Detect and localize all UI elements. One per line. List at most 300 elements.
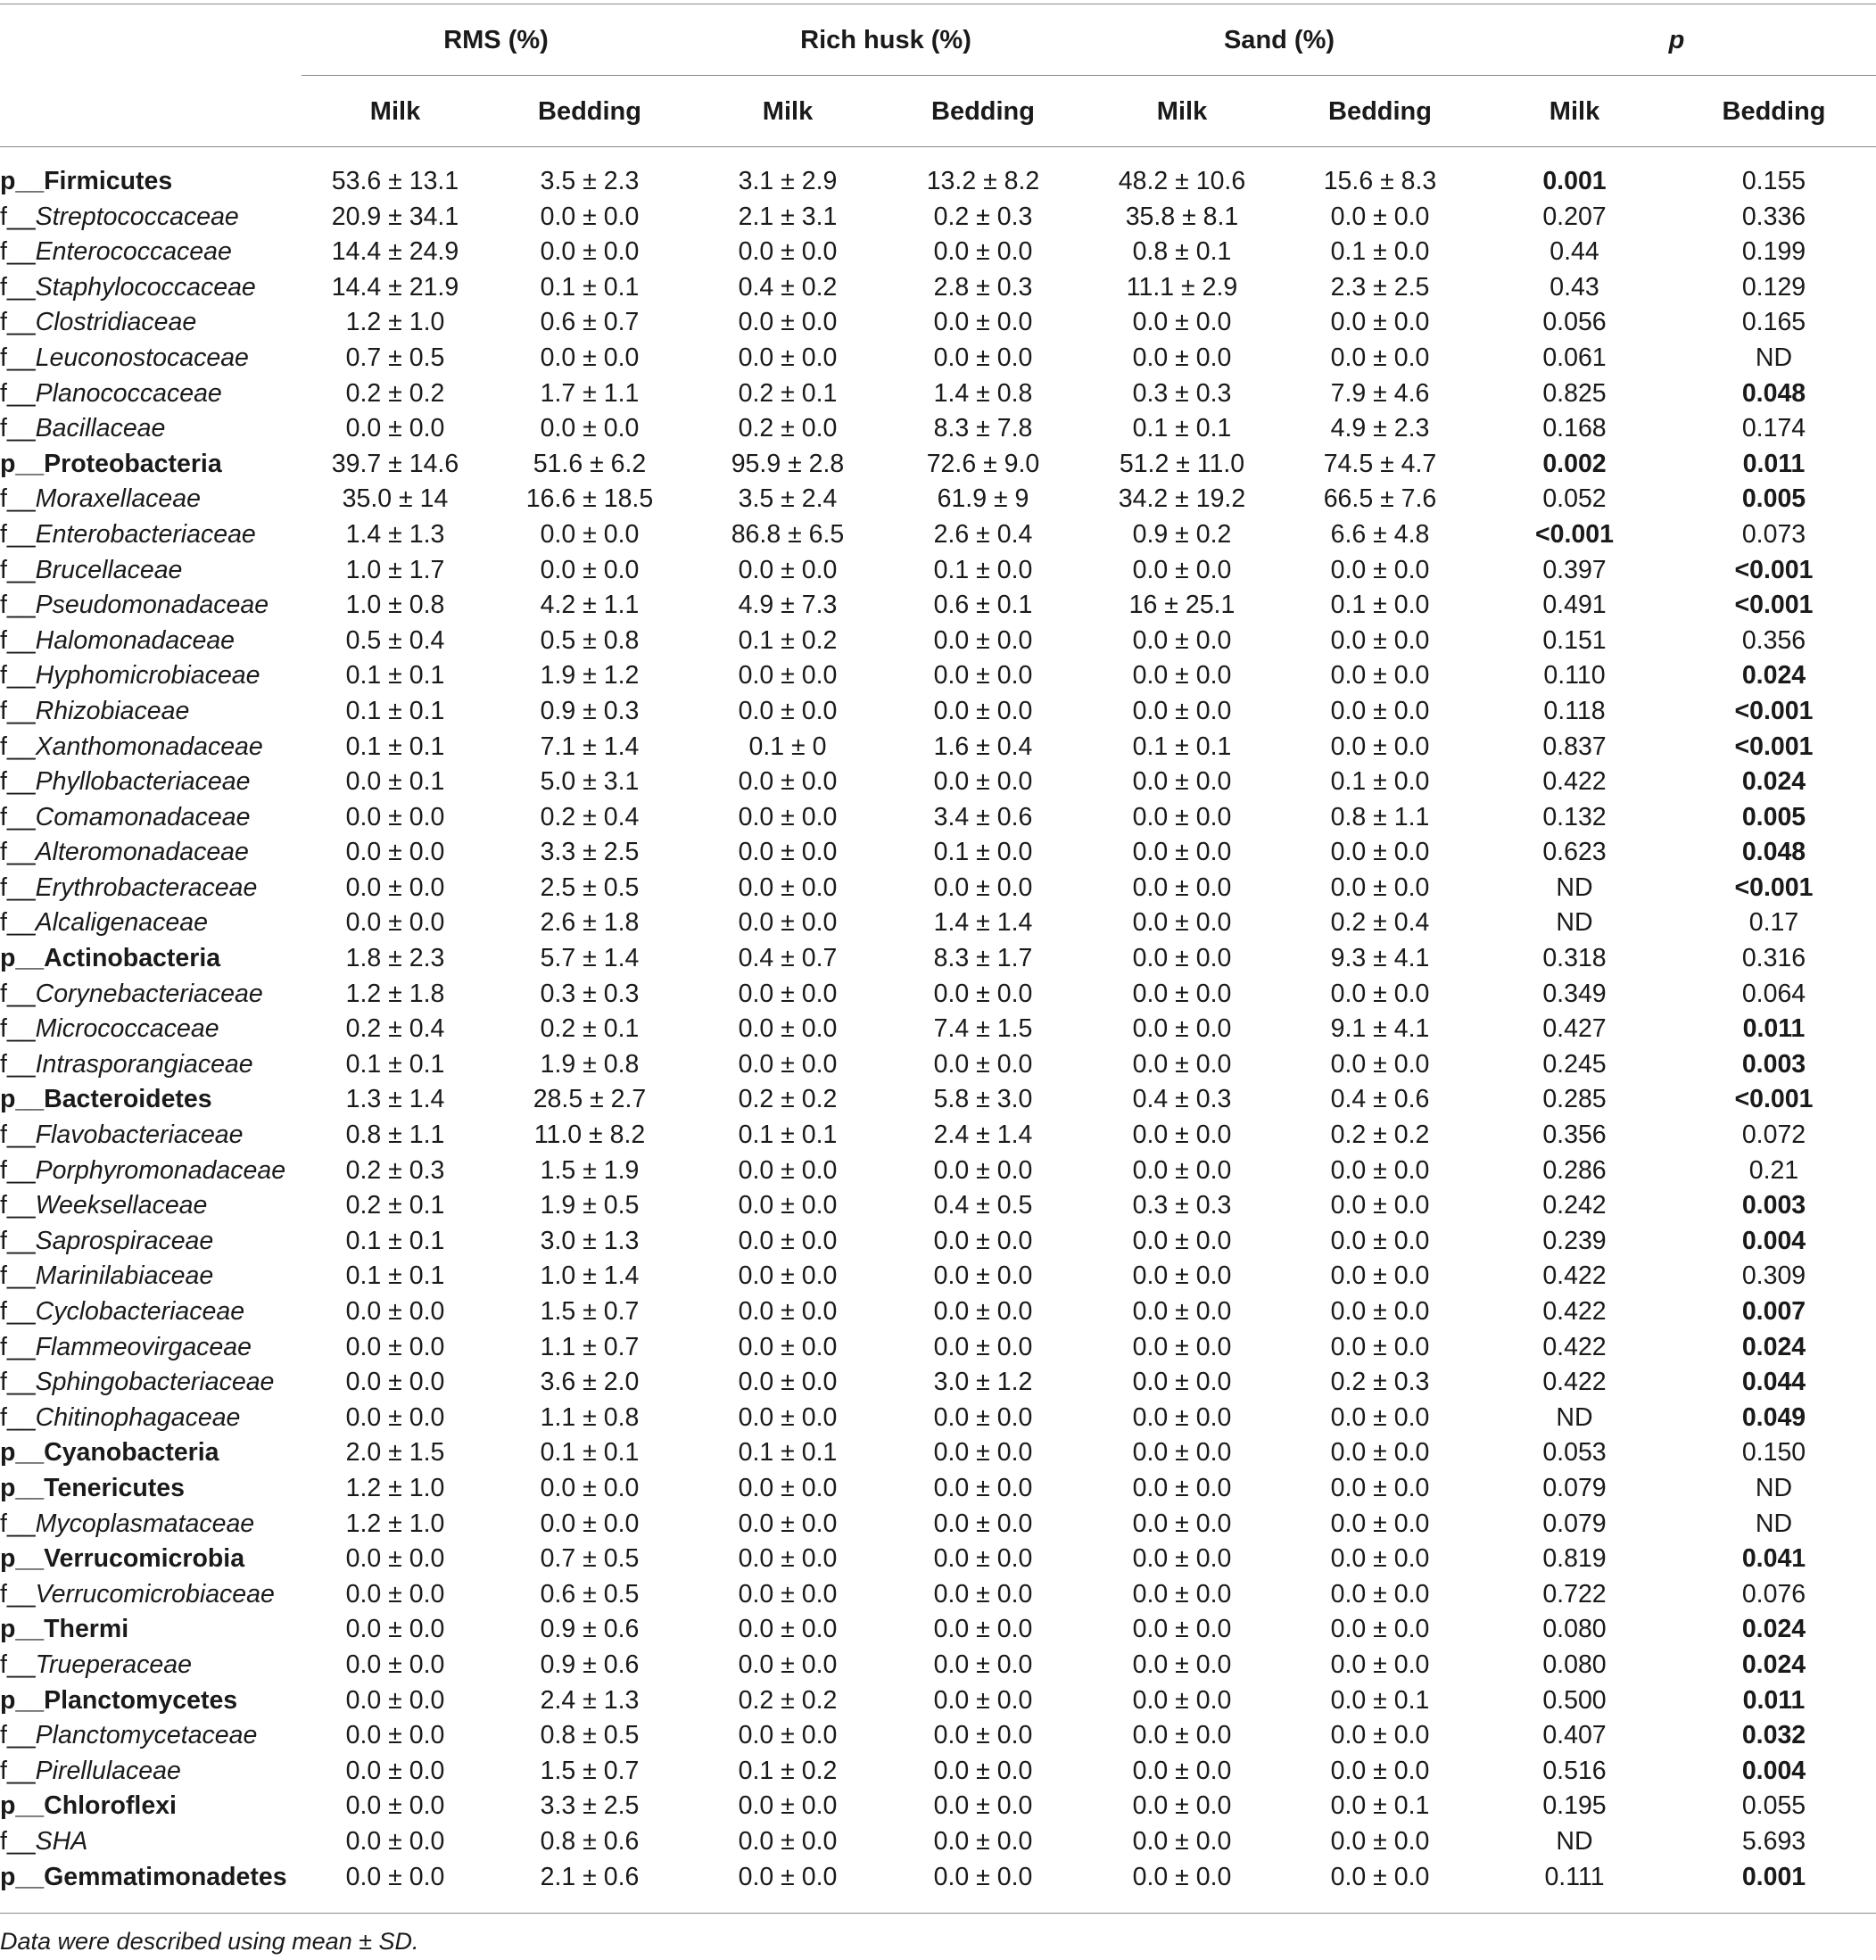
taxon-level: p	[0, 1791, 16, 1821]
value-cell: 9.1 ± 4.1	[1330, 1014, 1430, 1044]
taxon-level: f	[0, 979, 7, 1008]
value-cell: 0.0 ± 0.0	[738, 1226, 838, 1255]
value-cell: 0.0 ± 0.0	[1330, 1579, 1430, 1609]
value-cell: 0.0 ± 0.0	[933, 625, 1033, 655]
taxon-name: Pseudomonadaceae	[35, 591, 269, 620]
taxon-separator: __	[6, 555, 36, 584]
value-cell: 0.199	[1741, 237, 1806, 267]
value-cell: 0.8 ± 1.1	[345, 1121, 445, 1150]
value-cell: 0.024	[1741, 1650, 1806, 1679]
value-cell: 0.0 ± 0.0	[1330, 661, 1430, 691]
taxon-cell	[0, 1118, 302, 1154]
subheader-rich-husk-bedding: Bedding	[931, 97, 1035, 126]
value-cell: 4.9 ± 7.3	[738, 591, 838, 620]
taxon-level: p	[0, 1438, 16, 1468]
table-row-family	[0, 1718, 1876, 1754]
taxon-level: f	[0, 202, 7, 231]
value-cell: 0.422	[1542, 1261, 1607, 1291]
value-cell: 11.1 ± 2.9	[1126, 272, 1238, 302]
taxon-separator: __	[6, 414, 36, 443]
value-cell: 0.837	[1542, 732, 1607, 761]
table-row-family	[0, 376, 1876, 412]
value-cell: 0.722	[1542, 1579, 1607, 1609]
subheader-rms-bedding: Bedding	[538, 97, 641, 126]
value-cell: 0.1 ± 0.1	[345, 696, 445, 725]
value-cell: 0.0 ± 0.1	[1330, 1685, 1430, 1715]
taxon-cell	[0, 1860, 302, 1896]
taxon-cell	[0, 1648, 302, 1683]
taxon-level: f	[0, 802, 7, 831]
subheader-rich-husk-milk: Milk	[762, 97, 814, 126]
value-cell: 0.049	[1741, 1402, 1806, 1432]
value-cell: 0.0 ± 0.0	[933, 661, 1033, 691]
table-row-family	[0, 270, 1876, 306]
subheader-sand-bedding: Bedding	[1328, 97, 1432, 126]
value-cell: 0.8 ± 0.1	[1132, 237, 1232, 267]
taxon-level: f	[0, 1721, 7, 1750]
taxon-separator: __	[6, 1509, 36, 1538]
value-cell: 0.3 ± 0.3	[1132, 378, 1232, 408]
value-cell: 0.0 ± 0.0	[345, 1402, 445, 1432]
value-cell: 0.0 ± 0.0	[738, 1826, 838, 1856]
table-row-family	[0, 871, 1876, 906]
subheader-rms-milk: Milk	[369, 97, 421, 126]
taxon-level: f	[0, 1014, 7, 1044]
taxon-cell	[0, 1577, 302, 1613]
table-row-family	[0, 1118, 1876, 1154]
value-cell: 72.6 ± 9.0	[926, 449, 1040, 478]
taxon-cell	[0, 1754, 302, 1790]
value-cell: 0.7 ± 0.5	[540, 1544, 640, 1574]
taxon-cell	[0, 1683, 302, 1719]
taxon-separator: __	[15, 1438, 45, 1468]
table-row-phylum	[0, 1542, 1876, 1577]
taxon-cell	[0, 376, 302, 412]
value-cell: 0.072	[1741, 1121, 1806, 1150]
value-cell: 0.0 ± 0.0	[1330, 1756, 1430, 1785]
value-cell: 5.8 ± 3.0	[933, 1085, 1033, 1114]
value-cell: 0.1 ± 0.1	[540, 272, 640, 302]
value-cell: 0.0 ± 0.0	[1132, 908, 1232, 938]
value-cell: 0.0 ± 0.0	[738, 1791, 838, 1821]
value-cell: 0.0 ± 0.0	[1132, 1544, 1232, 1574]
taxon-cell	[0, 1401, 302, 1436]
value-cell: 0.3 ± 0.3	[1132, 1191, 1232, 1220]
value-cell: 1.4 ± 1.4	[933, 908, 1033, 938]
value-cell: 1.1 ± 0.8	[540, 1402, 640, 1432]
taxon-cell	[0, 1188, 302, 1224]
value-cell: 0.0 ± 0.0	[1330, 1826, 1430, 1856]
value-cell: 0.110	[1543, 661, 1606, 691]
value-cell: 0.0 ± 0.0	[738, 872, 838, 902]
value-cell: 0.0 ± 0.0	[1132, 1650, 1232, 1679]
value-cell: 0.8 ± 0.6	[540, 1826, 640, 1856]
taxon-cell	[0, 270, 302, 306]
taxon-separator: __	[15, 1791, 45, 1821]
taxon-name: Bacillaceae	[35, 414, 166, 443]
value-cell: 0.0 ± 0.0	[1132, 1049, 1232, 1079]
value-cell: 0.111	[1544, 1862, 1605, 1891]
value-cell: 0.0 ± 0.0	[738, 908, 838, 938]
value-cell: 0.0 ± 0.0	[345, 1791, 445, 1821]
value-cell: 0.1 ± 0.0	[933, 838, 1033, 867]
value-cell: 0.024	[1741, 767, 1806, 797]
value-cell: 0.155	[1741, 167, 1806, 195]
taxon-level: f	[0, 555, 7, 584]
taxon-level: f	[0, 1261, 7, 1291]
table-footnote: Data were described using mean ± SD.	[0, 1928, 419, 1955]
table-row-family	[0, 1259, 1876, 1294]
taxon-cell	[0, 871, 302, 906]
taxon-level: f	[0, 1826, 7, 1856]
taxon-name: Comamonadaceae	[35, 802, 251, 831]
header-bottom-rule	[0, 146, 1876, 147]
value-cell: 0.2 ± 0.1	[738, 378, 838, 408]
value-cell: 0.4 ± 0.3	[1132, 1085, 1232, 1114]
value-cell: 0.2 ± 0.1	[540, 1014, 640, 1044]
taxon-name: Flammeovirgaceae	[35, 1332, 252, 1361]
taxon-cell	[0, 1154, 302, 1189]
value-cell: 0.623	[1542, 838, 1607, 867]
value-cell: 0.9 ± 0.2	[1132, 519, 1232, 549]
taxon-level: f	[0, 1297, 7, 1326]
value-cell: 0.0 ± 0.0	[933, 1544, 1033, 1574]
value-cell: 0.1 ± 0.1	[1132, 732, 1232, 761]
value-cell: 3.3 ± 2.5	[540, 838, 640, 867]
taxon-level: f	[0, 1226, 7, 1255]
value-cell: 1.9 ± 0.5	[540, 1191, 640, 1220]
value-cell: 0.0 ± 0.0	[1330, 1332, 1430, 1361]
taxon-cell	[0, 200, 302, 236]
subheader-sand-milk: Milk	[1156, 97, 1208, 126]
taxon-separator: __	[15, 1085, 45, 1114]
taxon-level: f	[0, 1332, 7, 1361]
taxon-cell	[0, 658, 302, 694]
value-cell: 3.6 ± 2.0	[540, 1368, 640, 1397]
value-cell: 0.2 ± 0.4	[540, 802, 640, 831]
value-cell: 0.061	[1542, 343, 1607, 372]
taxon-cell	[0, 1718, 302, 1754]
value-cell: <0.001	[1734, 591, 1814, 620]
value-cell: 0.356	[1741, 625, 1806, 655]
value-cell: 0.0 ± 0.0	[738, 1579, 838, 1609]
value-cell: 0.0 ± 0.0	[933, 1332, 1033, 1361]
value-cell: 16.6 ± 18.5	[525, 484, 654, 514]
value-cell: 3.0 ± 1.2	[933, 1368, 1033, 1397]
value-cell: 0.349	[1542, 979, 1607, 1008]
value-cell: 0.0 ± 0.0	[738, 1544, 838, 1574]
table-row-family	[0, 1012, 1876, 1047]
value-cell: ND	[1556, 872, 1593, 902]
value-cell: 0.2 ± 0.2	[345, 378, 445, 408]
value-cell: 0.0 ± 0.0	[933, 1049, 1033, 1079]
value-cell: <0.001	[1535, 519, 1614, 549]
value-cell: 0.055	[1741, 1791, 1806, 1821]
taxon-name: Verrucomicrobia	[44, 1544, 245, 1574]
taxon-name: Rhizobiaceae	[35, 696, 190, 725]
taxon-name: Halomonadaceae	[35, 625, 236, 655]
taxon-level: f	[0, 591, 7, 620]
value-cell: 0.0 ± 0.0	[1330, 979, 1430, 1008]
table-row-phylum	[0, 1435, 1876, 1471]
value-cell: 0.0 ± 0.0	[345, 1579, 445, 1609]
value-cell: 0.052	[1542, 484, 1607, 514]
value-cell: 2.6 ± 1.8	[540, 908, 640, 938]
value-cell: 0.4 ± 0.7	[738, 944, 838, 973]
taxon-name: Marinilabiaceae	[35, 1261, 214, 1291]
value-cell: 35.8 ± 8.1	[1125, 202, 1239, 231]
value-cell: 0.286	[1542, 1155, 1607, 1185]
taxon-separator: __	[6, 979, 36, 1008]
taxon-level: f	[0, 519, 7, 549]
value-cell: 0.0 ± 0.0	[738, 1473, 838, 1502]
taxon-name: Hyphomicrobiaceae	[35, 661, 260, 691]
taxon-name: Saprospiraceae	[35, 1226, 214, 1255]
value-cell: 48.2 ± 10.6	[1118, 167, 1246, 195]
taxon-name: Sphingobacteriaceae	[35, 1368, 275, 1397]
taxon-name: Micrococcaceae	[35, 1014, 219, 1044]
value-cell: 0.9 ± 0.6	[540, 1615, 640, 1644]
taxon-separator: __	[15, 1473, 45, 1502]
value-cell: 0.0 ± 0.0	[1132, 1721, 1232, 1750]
value-cell: 0.048	[1741, 378, 1806, 408]
value-cell: 0.239	[1542, 1226, 1607, 1255]
taxon-level: f	[0, 484, 7, 514]
taxon-separator: __	[6, 1826, 36, 1856]
taxon-cell	[0, 800, 302, 836]
value-cell: 0.005	[1741, 802, 1806, 831]
table-row-family	[0, 1507, 1876, 1542]
value-cell: 0.0 ± 0.0	[1132, 1438, 1232, 1468]
value-cell: 1.3 ± 1.4	[345, 1085, 445, 1114]
taxon-cell	[0, 164, 302, 200]
value-cell: 0.0 ± 0.0	[345, 1756, 445, 1785]
value-cell: 0.1 ± 0.0	[933, 555, 1033, 584]
value-cell: 0.44	[1550, 237, 1599, 267]
value-cell: 0.0 ± 0.0	[1330, 1297, 1430, 1326]
value-cell: 0.0 ± 0.0	[1330, 1473, 1430, 1502]
value-cell: 0.285	[1542, 1085, 1607, 1114]
value-cell: 74.5 ± 4.7	[1323, 449, 1437, 478]
value-cell: 0.2 ± 0.4	[345, 1014, 445, 1044]
value-cell: 0.073	[1741, 519, 1806, 549]
value-cell: <0.001	[1734, 732, 1814, 761]
value-cell: 0.0 ± 0.0	[1330, 1650, 1430, 1679]
value-cell: 0.8 ± 1.1	[1330, 802, 1430, 831]
taxon-separator: __	[6, 378, 36, 408]
taxon-separator: __	[6, 1014, 36, 1044]
taxon-cell	[0, 305, 302, 341]
value-cell: 0.407	[1542, 1721, 1607, 1750]
value-cell: 0.003	[1741, 1049, 1806, 1079]
value-cell: 0.0 ± 0.0	[933, 1226, 1033, 1255]
value-cell: 0.0 ± 0.0	[738, 308, 838, 337]
value-cell: 14.4 ± 24.9	[331, 237, 459, 267]
value-cell: 0.0 ± 0.0	[1132, 1756, 1232, 1785]
value-cell: 0.0 ± 0.0	[345, 414, 445, 443]
table-row-family	[0, 1577, 1876, 1613]
value-cell: 0.007	[1741, 1297, 1806, 1326]
value-cell: 0.245	[1542, 1049, 1607, 1079]
value-cell: 0.1 ± 0.1	[345, 661, 445, 691]
value-cell: 0.0 ± 0.0	[738, 555, 838, 584]
value-cell: 0.0 ± 0.0	[933, 1826, 1033, 1856]
table-row-family	[0, 624, 1876, 659]
value-cell: 0.0 ± 0.0	[345, 802, 445, 831]
value-cell: 0.0 ± 0.0	[1132, 1297, 1232, 1326]
value-cell: 0.0 ± 0.0	[933, 767, 1033, 797]
table-row-phylum	[0, 1860, 1876, 1896]
taxon-cell	[0, 765, 302, 800]
value-cell: 0.2 ± 0.4	[1330, 908, 1430, 938]
value-cell: 28.5 ± 2.7	[533, 1085, 647, 1114]
value-cell: 0.0 ± 0.0	[1132, 944, 1232, 973]
table-row-phylum	[0, 1789, 1876, 1824]
value-cell: 0.5 ± 0.8	[540, 625, 640, 655]
value-cell: 0.0 ± 0.0	[1132, 1402, 1232, 1432]
taxon-cell	[0, 411, 302, 447]
value-cell: 0.2 ± 0.0	[738, 414, 838, 443]
value-cell: 0.0 ± 0.0	[933, 1579, 1033, 1609]
value-cell: 0.422	[1542, 1332, 1607, 1361]
taxon-name: Alcaligenaceae	[35, 908, 208, 938]
value-cell: 0.0 ± 0.0	[1330, 838, 1430, 867]
value-cell: 0.0 ± 0.0	[1330, 696, 1430, 725]
taxon-name: Cyanobacteria	[44, 1438, 219, 1468]
value-cell: 0.0 ± 0.0	[933, 308, 1033, 337]
value-cell: 0.0 ± 0.0	[933, 1756, 1033, 1785]
value-cell: 0.0 ± 0.0	[738, 1332, 838, 1361]
value-cell: 35.0 ± 14	[342, 484, 449, 514]
table-row-phylum	[0, 1471, 1876, 1507]
value-cell: 7.1 ± 1.4	[540, 732, 640, 761]
value-cell: 0.044	[1741, 1368, 1806, 1397]
value-cell: 4.9 ± 2.3	[1330, 414, 1430, 443]
taxon-name: SHA	[35, 1826, 88, 1856]
value-cell: 0.0 ± 0.0	[540, 1473, 640, 1502]
table-row-family	[0, 1648, 1876, 1683]
value-cell: 0.002	[1542, 449, 1607, 478]
taxon-name: Gemmatimonadetes	[44, 1862, 287, 1891]
table-row-family	[0, 1294, 1876, 1330]
taxon-level: f	[0, 1756, 7, 1785]
taxon-separator: __	[15, 1862, 45, 1891]
taxon-separator: __	[6, 1650, 36, 1679]
table-row-family	[0, 800, 1876, 836]
group-header-rich-husk: Rich husk (%)	[800, 26, 971, 54]
taxon-level: f	[0, 625, 7, 655]
taxon-separator: __	[6, 1191, 36, 1220]
value-cell: 0.0 ± 0.0	[1132, 872, 1232, 902]
table-row-family	[0, 835, 1876, 871]
value-cell: 0.0 ± 0.0	[738, 1261, 838, 1291]
taxon-cell	[0, 235, 302, 270]
value-cell: 0.0 ± 0.0	[738, 1368, 838, 1397]
value-cell: 3.4 ± 0.6	[933, 802, 1033, 831]
taxon-separator: __	[6, 308, 36, 337]
taxon-level: f	[0, 1121, 7, 1150]
value-cell: ND	[1755, 1509, 1793, 1538]
value-cell: 0.079	[1542, 1509, 1607, 1538]
value-cell: 0.0 ± 0.0	[738, 1014, 838, 1044]
taxon-level: f	[0, 661, 7, 691]
value-cell: 0.0 ± 0.0	[1132, 838, 1232, 867]
value-cell: 0.080	[1542, 1615, 1607, 1644]
taxon-name: Thermi	[44, 1615, 129, 1644]
taxon-level: f	[0, 1368, 7, 1397]
table-row-family	[0, 341, 1876, 376]
table-row-family	[0, 553, 1876, 589]
value-cell: 0.0 ± 0.0	[1132, 1014, 1232, 1044]
value-cell: 0.132	[1542, 802, 1607, 831]
value-cell: 0.0 ± 0.0	[933, 1438, 1033, 1468]
taxon-name: Xanthomonadaceae	[35, 732, 263, 761]
taxon-name: Planctomycetaceae	[35, 1721, 258, 1750]
value-cell: 20.9 ± 34.1	[331, 202, 459, 231]
value-cell: 0.2 ± 0.3	[1330, 1368, 1430, 1397]
taxon-cell	[0, 1435, 302, 1471]
value-cell: 3.0 ± 1.3	[540, 1226, 640, 1255]
value-cell: 0.0 ± 0.1	[345, 767, 445, 797]
value-cell: 0.0 ± 0.0	[1132, 1332, 1232, 1361]
taxon-name: Erythrobacteraceae	[35, 872, 258, 902]
value-cell: 0.0 ± 0.0	[1330, 308, 1430, 337]
taxon-level: p	[0, 167, 16, 195]
value-cell: 0.129	[1741, 272, 1806, 302]
value-cell: 0.4 ± 0.6	[1330, 1085, 1430, 1114]
value-cell: 0.0 ± 0.0	[1330, 1721, 1430, 1750]
value-cell: 0.0 ± 0.0	[933, 1721, 1033, 1750]
taxon-separator: __	[15, 449, 45, 478]
value-cell: 0.0 ± 0.0	[738, 1862, 838, 1891]
value-cell: 0.0 ± 0.0	[933, 872, 1033, 902]
taxon-cell	[0, 588, 302, 624]
value-cell: 0.9 ± 0.6	[540, 1650, 640, 1679]
taxon-separator: __	[6, 272, 36, 302]
value-cell: 0.0 ± 0.0	[1132, 1155, 1232, 1185]
value-cell: 0.2 ± 0.1	[345, 1191, 445, 1220]
table-row-family	[0, 1754, 1876, 1790]
value-cell: 0.0 ± 0.0	[345, 1721, 445, 1750]
taxon-name: Bacteroidetes	[44, 1085, 212, 1114]
taxon-separator: __	[6, 1226, 36, 1255]
taxon-name: Proteobacteria	[44, 449, 222, 478]
value-cell: 2.4 ± 1.3	[540, 1685, 640, 1715]
taxon-separator: __	[6, 1579, 36, 1609]
value-cell: 0.0 ± 0.0	[1330, 1544, 1430, 1574]
value-cell: 0.8 ± 0.5	[540, 1721, 640, 1750]
value-cell: 0.1 ± 0.1	[345, 732, 445, 761]
table-row-family	[0, 235, 1876, 270]
value-cell: 0.500	[1542, 1685, 1607, 1715]
value-cell: 0.1 ± 0.1	[738, 1438, 838, 1468]
taxon-name: Corynebacteriaceae	[35, 979, 263, 1008]
value-cell: 0.0 ± 0.0	[738, 696, 838, 725]
taxon-name: Tenericutes	[44, 1473, 185, 1502]
value-cell: 0.516	[1542, 1756, 1607, 1785]
table-row-family	[0, 305, 1876, 341]
value-cell: 0.819	[1542, 1544, 1607, 1574]
value-cell: 0.0 ± 0.0	[1132, 1579, 1232, 1609]
taxon-level: p	[0, 449, 16, 478]
value-cell: 0.0 ± 0.0	[1132, 1509, 1232, 1538]
value-cell: 0.079	[1542, 1473, 1607, 1502]
value-cell: 0.118	[1543, 696, 1606, 725]
taxon-separator: __	[6, 802, 36, 831]
taxon-cell	[0, 482, 302, 517]
value-cell: 0.0 ± 0.0	[1132, 1826, 1232, 1856]
value-cell: ND	[1556, 1826, 1593, 1856]
